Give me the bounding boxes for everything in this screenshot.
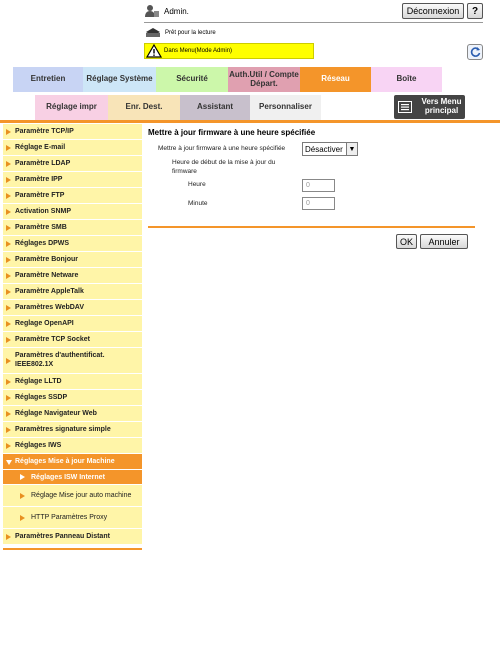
menu-icon (398, 101, 412, 113)
tab-personnaliser[interactable]: Personnaliser (250, 95, 321, 120)
user-indicator (144, 2, 189, 20)
update-setting-label: Mettre à jour firmware à une heure spécifiée (158, 145, 286, 152)
printer-status-text: Prêt pour la lecture (165, 30, 216, 36)
admin-mode-text: Dans Menu(Mode Admin) (164, 48, 233, 54)
sidebar-subitem-auto-update[interactable]: Réglage Mise jour auto machine (3, 485, 142, 507)
header-divider (144, 22, 483, 23)
sidebar-item-openapi[interactable]: Reglage OpenAPI (3, 316, 142, 332)
tab-reglage-impr[interactable]: Réglage impr (35, 95, 108, 120)
tab-reglage-systeme[interactable]: Réglage Système (83, 67, 156, 92)
start-time-label: Heure de début de la mise à jour du firmware (172, 159, 276, 175)
sidebar-item-ssdp[interactable]: Réglages SSDP (3, 390, 142, 406)
tab-auth-util[interactable]: Auth.Util / Compte Départ. (228, 67, 300, 92)
hour-label: Heure (188, 181, 206, 188)
minute-label: Minute (188, 200, 208, 207)
warning-icon (146, 44, 162, 58)
sidebar-item-remote-panel[interactable]: Paramètres Panneau Distant (3, 529, 142, 545)
refresh-icon (469, 46, 481, 58)
cancel-button[interactable]: Annuler (420, 234, 468, 249)
sidebar (3, 124, 142, 545)
refresh-button[interactable] (467, 44, 483, 60)
sidebar-item-email[interactable]: Réglage E-mail (3, 140, 142, 156)
tab-assistant[interactable]: Assistant (180, 95, 250, 120)
minute-input[interactable]: 0 (302, 197, 335, 210)
main-menu-label: Vers Menu principal (421, 97, 462, 115)
admin-label: Admin. (164, 6, 189, 16)
sidebar-item-machine-update[interactable]: Réglages Mise à jour Machine (3, 454, 142, 470)
sidebar-item-netware[interactable]: Paramètre Netware (3, 268, 142, 284)
sidebar-item-simple-signature[interactable]: Paramètres signature simple (3, 422, 142, 438)
sidebar-subitem-http-proxy[interactable]: HTTP Paramètres Proxy (3, 507, 142, 529)
tab-boite[interactable]: Boîte (371, 67, 442, 92)
sidebar-item-dpws[interactable]: Réglages DPWS (3, 236, 142, 252)
sidebar-item-smb[interactable]: Paramètre SMB (3, 220, 142, 236)
printer-icon (144, 27, 162, 39)
tab-divider (0, 120, 500, 123)
sidebar-item-ldap[interactable]: Paramètre LDAP (3, 156, 142, 172)
update-setting-select[interactable] (302, 142, 358, 156)
sidebar-item-webdav[interactable]: Paramètres WebDAV (3, 300, 142, 316)
sidebar-item-bonjour[interactable]: Paramètre Bonjour (3, 252, 142, 268)
admin-user-icon (144, 3, 160, 19)
sidebar-item-tcpip[interactable]: Paramètre TCP/IP (3, 124, 142, 140)
sidebar-item-tcp-socket[interactable]: Paramètre TCP Socket (3, 332, 142, 348)
tab-entretien[interactable]: Entretien (13, 67, 83, 92)
printer-status (144, 27, 216, 39)
sidebar-item-snmp[interactable]: Activation SNMP (3, 204, 142, 220)
main-menu-button[interactable] (394, 95, 465, 119)
sidebar-item-appletalk[interactable]: Paramètre AppleTalk (3, 284, 142, 300)
update-setting-value: Désactiver (305, 144, 343, 154)
sidebar-item-ieee8021x[interactable]: Paramètres d'authentificat. IEEE802.1X (3, 348, 142, 374)
page-title: Mettre à jour firmware à une heure spécifiée (148, 128, 316, 137)
tab-securite[interactable]: Sécurité (156, 67, 228, 92)
chevron-down-icon: ▼ (346, 143, 357, 155)
sidebar-item-lltd[interactable]: Réglage LLTD (3, 374, 142, 390)
content-divider (148, 226, 475, 228)
tab-enr-dest[interactable]: Enr. Dest. (108, 95, 180, 120)
sidebar-subitem-isw-internet[interactable]: Réglages ISW Internet (3, 470, 142, 485)
tab-reseau[interactable]: Réseau (300, 67, 371, 92)
sidebar-item-ftp[interactable]: Paramètre FTP (3, 188, 142, 204)
help-button[interactable]: ? (467, 3, 483, 19)
admin-mode-banner (144, 43, 314, 59)
logout-button[interactable]: Déconnexion (402, 3, 464, 19)
ok-button[interactable]: OK (396, 234, 417, 249)
sidebar-item-web-browser[interactable]: Réglage Navigateur Web (3, 406, 142, 422)
sidebar-bottom-rule (3, 548, 142, 550)
sidebar-item-ipp[interactable]: Paramètre IPP (3, 172, 142, 188)
sidebar-item-iws[interactable]: Réglages IWS (3, 438, 142, 454)
hour-input[interactable]: 0 (302, 179, 335, 192)
